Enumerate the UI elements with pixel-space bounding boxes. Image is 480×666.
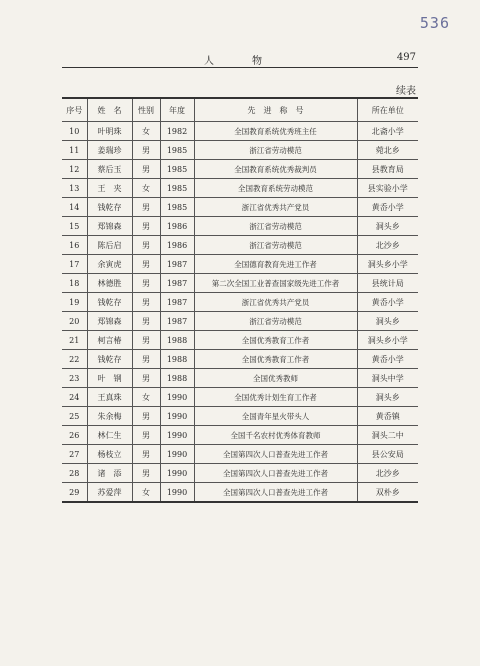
cell-name: 钱乾存: [87, 350, 132, 369]
cell-index: 12: [62, 160, 87, 179]
cell-unit: 黄岙镇: [357, 407, 418, 426]
cell-gender: 男: [132, 407, 160, 426]
table-row: [62, 274, 418, 293]
cell-honor: 全国第四次人口普查先进工作者: [194, 464, 357, 483]
cell-honor: 浙江省劳动模范: [194, 141, 357, 160]
cell-year: 1987: [160, 312, 194, 331]
cell-honor: 第二次全国工业普查国家级先进工作者: [194, 274, 357, 293]
table-row: [62, 350, 418, 369]
cell-gender: 男: [132, 293, 160, 312]
cell-name: 钱乾存: [87, 293, 132, 312]
page-number: 497: [396, 52, 416, 63]
cell-gender: 男: [132, 369, 160, 388]
cell-unit: 菀北乡: [357, 141, 418, 160]
cell-honor: 全国教育系统优秀班主任: [194, 122, 357, 141]
cell-honor: 浙江省优秀共产党员: [194, 293, 357, 312]
cell-index: 15: [62, 217, 87, 236]
cell-honor: 全国千名农村优秀体育教师: [194, 426, 357, 445]
cell-name: 郑锦森: [87, 312, 132, 331]
cell-index: 16: [62, 236, 87, 255]
table-row: [62, 217, 418, 236]
cell-name: 朱余梅: [87, 407, 132, 426]
cell-gender: 女: [132, 179, 160, 198]
cell-unit: 洞头乡小学: [357, 255, 418, 274]
cell-year: 1990: [160, 426, 194, 445]
cell-index: 18: [62, 274, 87, 293]
running-header-title: 人 物: [204, 56, 276, 67]
cell-year: 1982: [160, 122, 194, 141]
cell-year: 1990: [160, 483, 194, 503]
col-header-unit: 所在单位: [357, 98, 418, 122]
cell-gender: 男: [132, 236, 160, 255]
cell-unit: 洞头二中: [357, 426, 418, 445]
cell-unit: 黄岙小学: [357, 198, 418, 217]
cell-unit: 洞头乡: [357, 217, 418, 236]
cell-unit: 洞头乡: [357, 312, 418, 331]
cell-index: 23: [62, 369, 87, 388]
cell-year: 1990: [160, 445, 194, 464]
cell-name: 陈后启: [87, 236, 132, 255]
cell-name: 蔡后玉: [87, 160, 132, 179]
cell-year: 1985: [160, 141, 194, 160]
cell-honor: 浙江省劳动模范: [194, 312, 357, 331]
cell-gender: 男: [132, 331, 160, 350]
table-row: [62, 331, 418, 350]
cell-gender: 男: [132, 160, 160, 179]
cell-year: 1985: [160, 179, 194, 198]
cell-index: 13: [62, 179, 87, 198]
cell-honor: 全国优秀教育工作者: [194, 350, 357, 369]
table-row: [62, 236, 418, 255]
table-row: [62, 407, 418, 426]
cell-gender: 男: [132, 445, 160, 464]
page-stamp: 536: [419, 14, 450, 32]
cell-name: 杨枝立: [87, 445, 132, 464]
cell-index: 14: [62, 198, 87, 217]
cell-name: 叶 钢: [87, 369, 132, 388]
cell-honor: 全国教育系统劳动模范: [194, 179, 357, 198]
cell-honor: 全国第四次人口普查先进工作者: [194, 483, 357, 503]
cell-index: 28: [62, 464, 87, 483]
col-header-year: 年度: [160, 98, 194, 122]
table-row: [62, 464, 418, 483]
table-row: [62, 179, 418, 198]
cell-gender: 女: [132, 483, 160, 503]
cell-gender: 男: [132, 198, 160, 217]
cell-unit: 洞头中学: [357, 369, 418, 388]
cell-unit: 县实验小学: [357, 179, 418, 198]
cell-year: 1986: [160, 236, 194, 255]
cell-name: 余寅虎: [87, 255, 132, 274]
cell-index: 29: [62, 483, 87, 503]
table-row: [62, 160, 418, 179]
cell-gender: 男: [132, 255, 160, 274]
cell-index: 10: [62, 122, 87, 141]
col-header-name: 姓 名: [87, 98, 132, 122]
cell-index: 11: [62, 141, 87, 160]
cell-name: 郑锦森: [87, 217, 132, 236]
cell-name: 林德胜: [87, 274, 132, 293]
table-row: [62, 122, 418, 141]
cell-honor: 全国优秀教师: [194, 369, 357, 388]
cell-year: 1990: [160, 464, 194, 483]
cell-year: 1987: [160, 255, 194, 274]
cell-honor: 浙江省劳动模范: [194, 217, 357, 236]
table-row: [62, 483, 418, 503]
cell-honor: 全国青年星火带头人: [194, 407, 357, 426]
cell-honor: 全国第四次人口普查先进工作者: [194, 445, 357, 464]
cell-index: 22: [62, 350, 87, 369]
cell-index: 26: [62, 426, 87, 445]
cell-year: 1987: [160, 274, 194, 293]
cell-gender: 男: [132, 274, 160, 293]
cell-index: 21: [62, 331, 87, 350]
cell-gender: 男: [132, 350, 160, 369]
cell-index: 27: [62, 445, 87, 464]
table-row: [62, 388, 418, 407]
table-header-row: [62, 98, 418, 122]
cell-gender: 男: [132, 426, 160, 445]
cell-unit: 县公安局: [357, 445, 418, 464]
cell-honor: 全国德育教育先进工作者: [194, 255, 357, 274]
cell-year: 1987: [160, 293, 194, 312]
cell-year: 1990: [160, 407, 194, 426]
table-row: [62, 198, 418, 217]
cell-unit: 洞头乡: [357, 388, 418, 407]
cell-unit: 县教育局: [357, 160, 418, 179]
cell-gender: 女: [132, 122, 160, 141]
cell-year: 1985: [160, 198, 194, 217]
cell-unit: 县统计局: [357, 274, 418, 293]
cell-unit: 黄岙小学: [357, 293, 418, 312]
col-header-index: 序号: [62, 98, 87, 122]
cell-year: 1988: [160, 369, 194, 388]
cell-unit: 双朴乡: [357, 483, 418, 503]
cell-honor: 浙江省劳动模范: [194, 236, 357, 255]
continued-label: 续表: [396, 86, 416, 97]
cell-name: 林仁生: [87, 426, 132, 445]
cell-gender: 女: [132, 388, 160, 407]
cell-name: 苏爱萍: [87, 483, 132, 503]
cell-index: 24: [62, 388, 87, 407]
cell-name: 诸 添: [87, 464, 132, 483]
cell-index: 19: [62, 293, 87, 312]
cell-year: 1986: [160, 217, 194, 236]
cell-year: 1988: [160, 331, 194, 350]
cell-gender: 男: [132, 464, 160, 483]
table-row: [62, 293, 418, 312]
cell-unit: 洞头乡小学: [357, 331, 418, 350]
table-row: [62, 141, 418, 160]
cell-honor: 全国优秀教育工作者: [194, 331, 357, 350]
cell-name: 王真珠: [87, 388, 132, 407]
table-row: [62, 312, 418, 331]
cell-year: 1985: [160, 160, 194, 179]
table-row: [62, 369, 418, 388]
cell-index: 25: [62, 407, 87, 426]
cell-name: 姜瑞珍: [87, 141, 132, 160]
cell-name: 柯言椿: [87, 331, 132, 350]
cell-name: 钱乾存: [87, 198, 132, 217]
cell-unit: 北沙乡: [357, 236, 418, 255]
cell-year: 1988: [160, 350, 194, 369]
cell-honor: 浙江省优秀共产党员: [194, 198, 357, 217]
cell-name: 叶明珠: [87, 122, 132, 141]
cell-index: 20: [62, 312, 87, 331]
cell-gender: 男: [132, 312, 160, 331]
cell-unit: 北斋小学: [357, 122, 418, 141]
col-header-gender: 性别: [132, 98, 160, 122]
cell-gender: 男: [132, 217, 160, 236]
cell-unit: 北沙乡: [357, 464, 418, 483]
cell-honor: 全国优秀计划生育工作者: [194, 388, 357, 407]
honors-table: [62, 97, 418, 503]
table-row: [62, 426, 418, 445]
table-row: [62, 255, 418, 274]
cell-name: 王 夹: [87, 179, 132, 198]
cell-gender: 男: [132, 141, 160, 160]
col-header-honor: 先 进 称 号: [194, 98, 357, 122]
cell-honor: 全国教育系统优秀裁判员: [194, 160, 357, 179]
cell-year: 1990: [160, 388, 194, 407]
cell-unit: 黄岙小学: [357, 350, 418, 369]
cell-index: 17: [62, 255, 87, 274]
table-row: [62, 445, 418, 464]
header-rule: [62, 67, 418, 68]
